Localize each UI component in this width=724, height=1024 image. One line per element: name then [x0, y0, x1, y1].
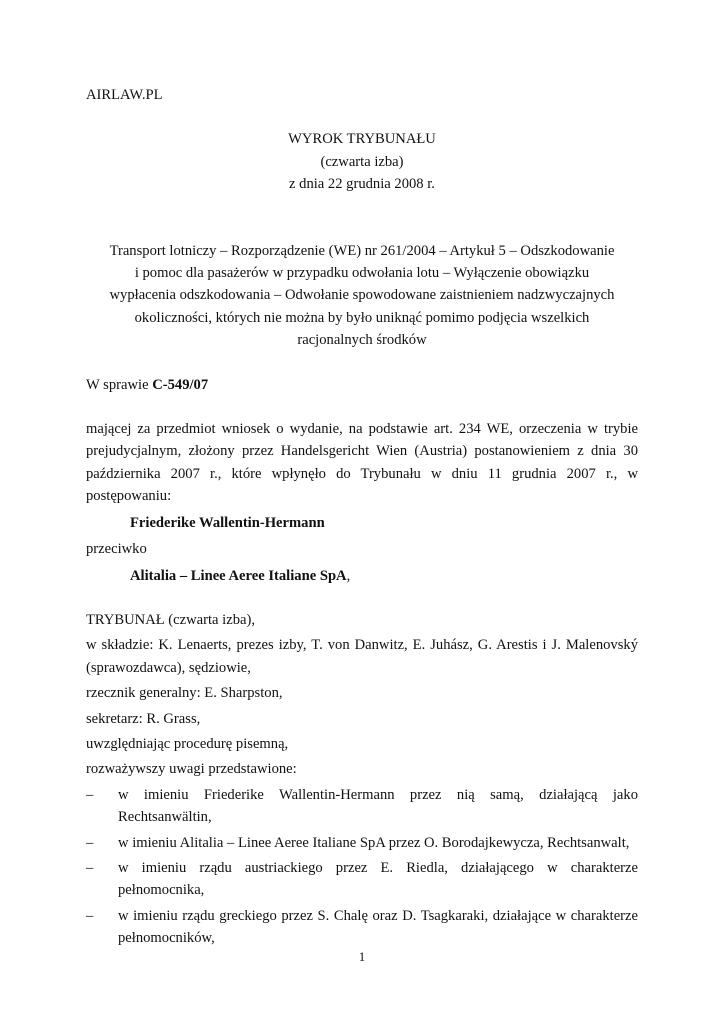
judgment-title: [86, 128, 638, 195]
page-content: [86, 84, 638, 950]
observation-item: [86, 832, 638, 854]
dash-marker: –: [86, 859, 94, 876]
case-number: C-549/07: [152, 376, 209, 393]
subject-summary: [86, 240, 638, 352]
title-line-2: (czwarta izba): [320, 153, 404, 170]
written-procedure: uwzględniając procedurę pisemną,: [86, 735, 289, 752]
title-line-1: WYROK TRYBUNAŁU: [288, 131, 436, 148]
case-prefix: W sprawie: [86, 376, 153, 393]
intro-paragraph: mającej za przedmiot wniosek o wydanie, na podstawie art. 234 WE, orzeczenia w trybie prejudycjalnym, złożony przez Handelsgericht Wien (Austria) postanowieniem z dnia 30 października 2007 r., które wpłynęło do Trybunału w dniu 11 grudnia 2007 r., w postępowaniu:: [86, 421, 638, 505]
observation-text: w imieniu Alitalia – Linee Aeree Italiane SpA przez O. Borodajkewycza, Rechtsanwalt,: [118, 834, 630, 851]
court-composition: w składzie: K. Lenaerts, prezes izby, T. von Danwitz, E. Juhász, G. Arestis i J. Malenovský (sprawozdawca), sędziowie,: [86, 637, 638, 676]
page-number: 1: [358, 949, 366, 964]
observation-text: w imieniu rządu austriackiego przez E. Riedla, działającego w charakterze pełnomocnika,: [118, 859, 638, 899]
party-defendant-suffix: ,: [346, 567, 351, 584]
summary-line-1: Transport lotniczy – Rozporządzenie (WE) nr 261/2004 – Artykuł 5 – Odszkodowanie: [109, 242, 615, 259]
observation-item: [86, 905, 638, 950]
dash-marker: –: [86, 786, 94, 803]
observation-item: [86, 857, 638, 902]
summary-line-2: i pomoc dla pasażerów w przypadku odwołania lotu – Wyłączenie obowiązku: [134, 265, 590, 282]
case-reference: [86, 374, 638, 396]
party-defendant: [86, 565, 638, 587]
party-applicant: Friederike Wallentin-Hermann: [130, 514, 325, 531]
summary-line-4: okoliczności, których nie można by było uniknąć pomimo podjęcia wszelkich: [134, 309, 590, 326]
observation-text: w imieniu Friederike Wallentin-Hermann przez nią samą, działającą jako Rechtsanwältin,: [118, 786, 638, 826]
dash-marker: –: [86, 834, 94, 851]
observation-text: w imieniu rządu greckiego przez S. Chalę oraz D. Tsagkaraki, działające w charakterze pełnomocników,: [118, 907, 638, 947]
site-header: AIRLAW.PL: [86, 87, 163, 103]
summary-line-3: wypłacenia odszkodowania – Odwołanie spowodowane zaistnieniem nadzwyczajnych: [109, 287, 615, 304]
observation-item: [86, 784, 638, 829]
dash-marker: –: [86, 907, 94, 924]
party-defendant-name: Alitalia – Linee Aeree Italiane SpA: [130, 567, 347, 584]
versus-label: przeciwko: [86, 541, 147, 558]
registrar: sekretarz: R. Grass,: [86, 710, 201, 727]
title-line-3: z dnia 22 grudnia 2008 r.: [289, 176, 435, 193]
advocate-general: rzecznik generalny: E. Sharpston,: [86, 685, 283, 702]
court-name: TRYBUNAŁ (czwarta izba),: [86, 611, 255, 628]
summary-line-5: racjonalnych środków: [297, 332, 427, 349]
observations-intro: rozważywszy uwagi przedstawione:: [86, 761, 297, 778]
